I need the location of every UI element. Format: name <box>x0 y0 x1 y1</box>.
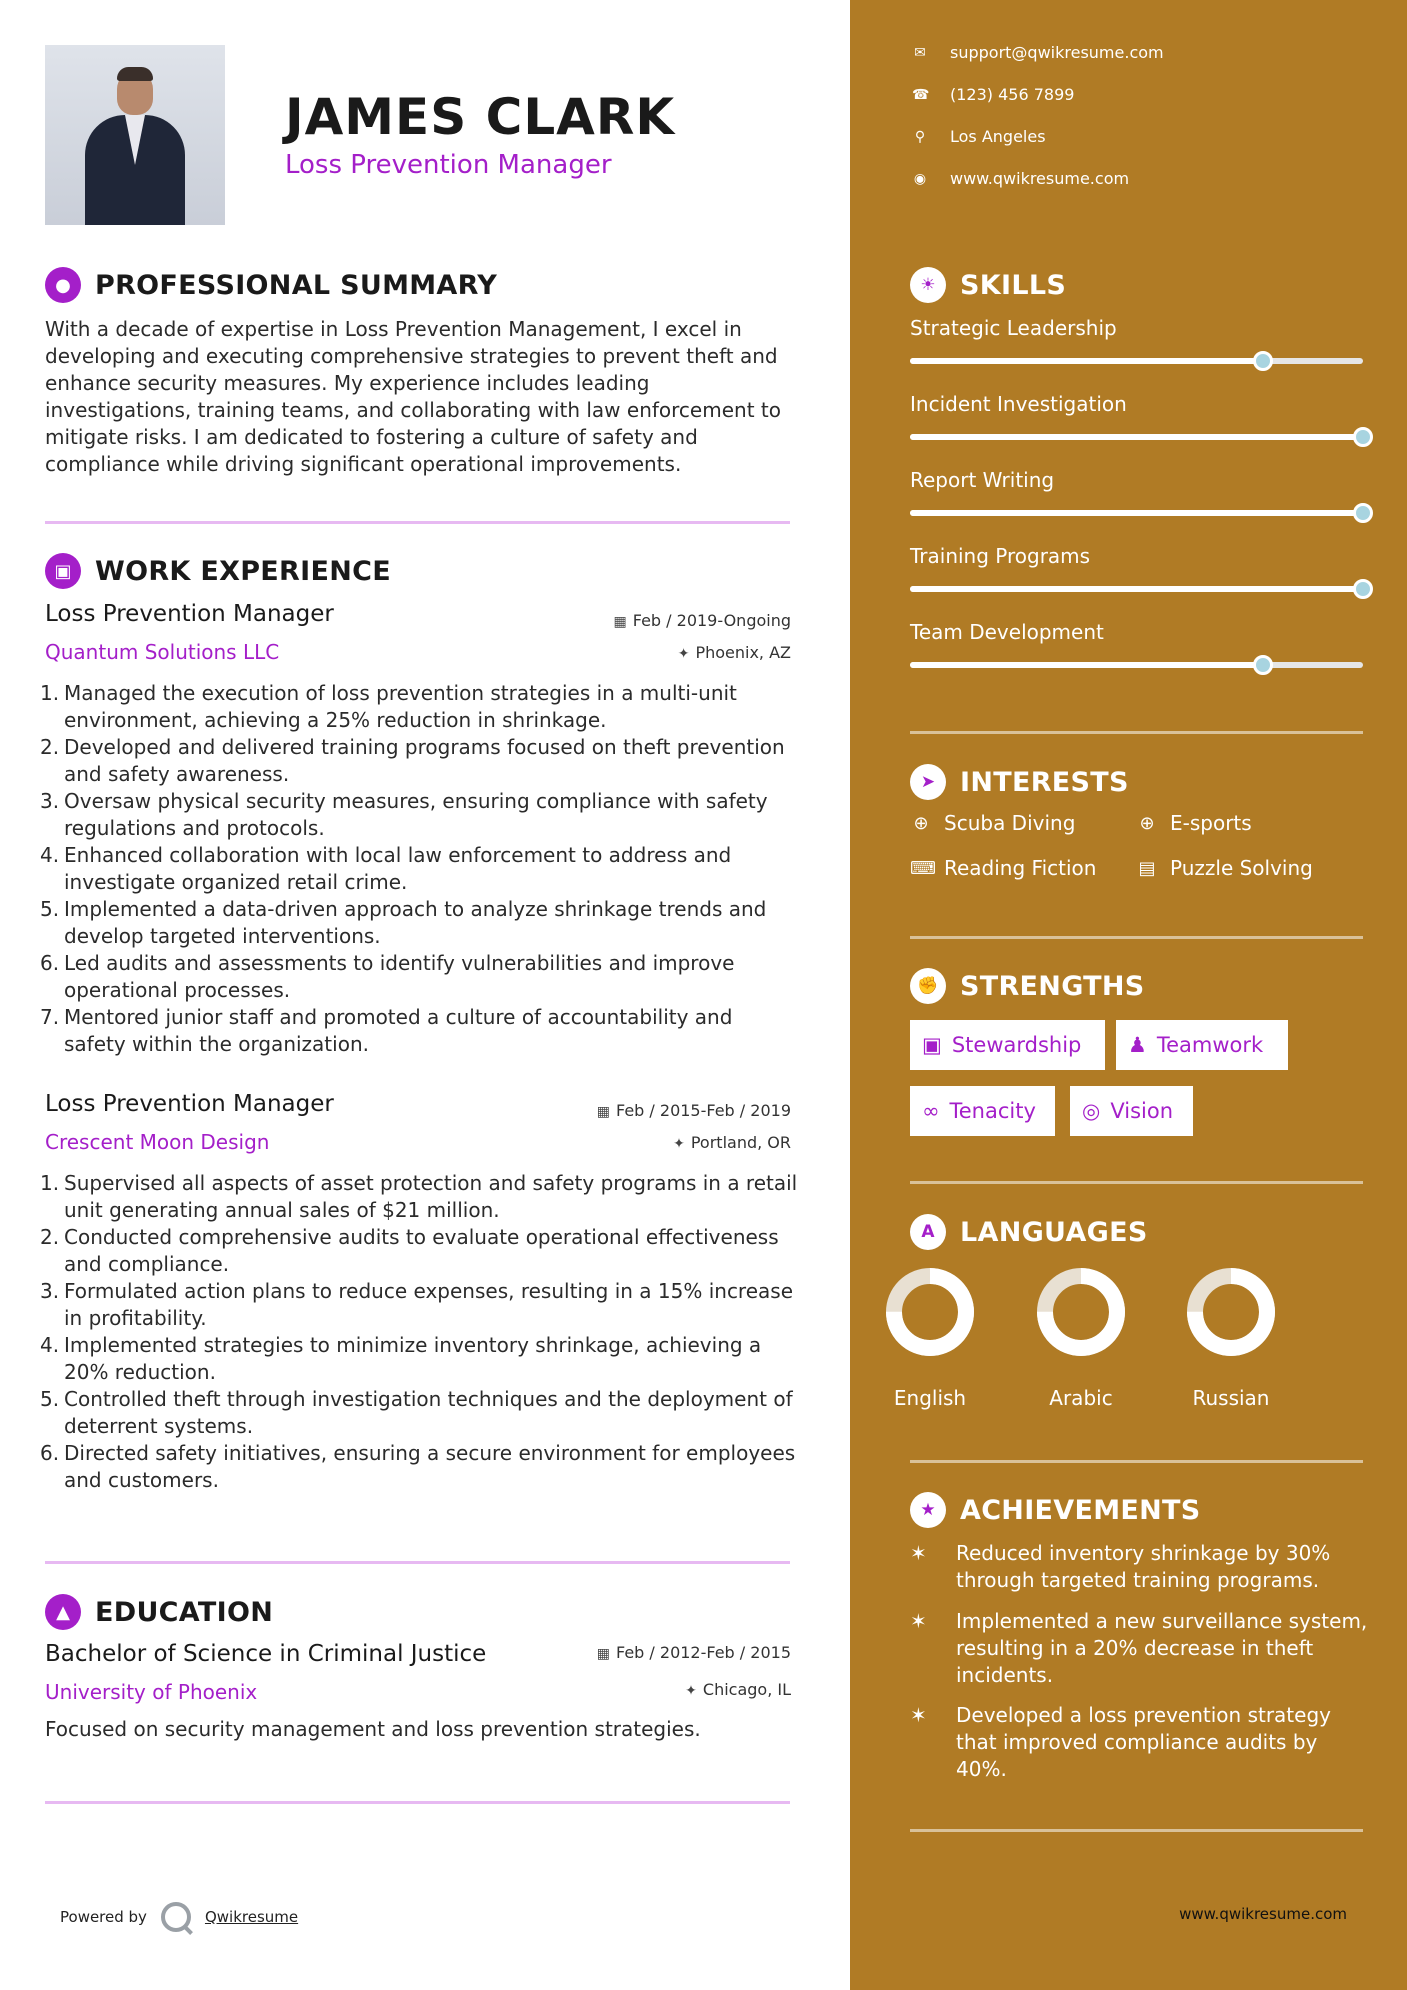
bullet-number: 4. <box>40 1333 60 1357</box>
skill-level-knob <box>1353 579 1373 599</box>
briefcase-icon: ▣ <box>922 1033 942 1057</box>
bullet-number: 3. <box>40 789 60 813</box>
skill-level-knob <box>1353 503 1373 523</box>
bullet-number: 6. <box>40 1441 60 1465</box>
powered-by-label: Powered by <box>60 1908 147 1926</box>
bullet-number: 5. <box>40 1387 60 1411</box>
interest-item <box>1136 811 1252 835</box>
strengths-title: STRENGTHS <box>960 970 1145 1002</box>
interests-title: INTERESTS <box>960 766 1129 798</box>
interest-label: Reading Fiction <box>944 856 1097 880</box>
contact-text[interactable]: www.qwikresume.com <box>950 169 1130 188</box>
bullet-text: Formulated action plans to reduce expenses, resulting in a 15% increase in profitability. <box>64 1279 794 1330</box>
divider <box>910 731 1363 734</box>
pin-icon: ✦ <box>673 1136 685 1152</box>
language-label: Arabic <box>1049 1386 1113 1410</box>
achievements-heading <box>910 1492 1201 1528</box>
user-icon: ● <box>45 267 81 303</box>
bullet-number: 2. <box>40 735 60 759</box>
interests-heading <box>910 764 1129 800</box>
language-item <box>870 1266 990 1410</box>
star-icon: ✶ <box>910 1541 927 1565</box>
lifebuoy-icon: ⊕ <box>913 812 929 834</box>
job-title: Loss Prevention Manager <box>45 1091 334 1117</box>
star-icon: ✶ <box>910 1703 927 1727</box>
skill-bar <box>910 662 1363 668</box>
skill-bar <box>910 510 1363 516</box>
skills-title: SKILLS <box>960 269 1067 301</box>
skill-bar-fill <box>910 662 1263 668</box>
list-item <box>40 1332 800 1386</box>
skill-level-knob <box>1253 655 1273 675</box>
strength-tag <box>1070 1086 1193 1136</box>
contact-item <box>912 127 1046 146</box>
strengths-heading <box>910 968 1145 1004</box>
envelope-icon: ✉ <box>914 44 926 61</box>
strength-label: Teamwork <box>1156 1033 1264 1057</box>
bullet-text: Mentored junior staff and promoted a culture of accountability and safety within the organization. <box>64 1005 733 1056</box>
achievement-text: Reduced inventory shrinkage by 30% through targeted training programs. <box>956 1541 1331 1592</box>
language-level-ring <box>1035 1266 1127 1358</box>
bullet-number: 5. <box>40 897 60 921</box>
list-item <box>40 1224 800 1278</box>
footer-website[interactable]: www.qwikresume.com <box>1179 1905 1347 1923</box>
skill-bar <box>910 434 1363 440</box>
job-location: ✦ Phoenix, AZ <box>677 643 791 662</box>
calendar-icon: ▦ <box>596 1104 610 1120</box>
bullet-text: Managed the execution of loss prevention strategies in a multi-unit environment, achieving a 25% reduction in shrinkage. <box>64 681 737 732</box>
contact-item <box>912 169 1129 188</box>
graduation-icon: ▲ <box>45 1594 81 1630</box>
list-item <box>40 1386 800 1440</box>
skill-bar-fill <box>910 358 1263 364</box>
job-dates: ▦ Feb / 2015-Feb / 2019 <box>596 1101 791 1120</box>
languages-heading <box>910 1214 1148 1250</box>
bullet-number: 7. <box>40 1005 60 1029</box>
globe-icon: ◉ <box>913 170 927 187</box>
strength-label: Tenacity <box>949 1099 1036 1123</box>
list-item <box>40 1004 800 1058</box>
skill-name: Training Programs <box>910 544 1091 568</box>
school: University of Phoenix <box>45 1680 258 1704</box>
divider <box>910 1181 1363 1184</box>
pin-icon: ✦ <box>677 646 690 662</box>
briefcase-icon: ▣ <box>45 553 81 589</box>
job-bullets <box>40 1170 800 1494</box>
achievement-text: Developed a loss prevention strategy that improved compliance audits by 40%. <box>956 1703 1331 1781</box>
summary-title: PROFESSIONAL SUMMARY <box>95 269 498 301</box>
map-pin-icon: ⚲ <box>914 128 926 145</box>
translate-icon: A <box>910 1214 946 1250</box>
experience-heading <box>45 553 391 589</box>
list-item <box>40 1440 800 1494</box>
list-item <box>40 896 800 950</box>
bullet-text: Developed and delivered training programs focused on theft prevention and safety awareness. <box>64 735 785 786</box>
bullet-number: 4. <box>40 843 60 867</box>
interest-item <box>910 811 1075 835</box>
bullet-number: 1. <box>40 1171 60 1195</box>
users-icon: ♟ <box>1128 1033 1147 1057</box>
skill-bar <box>910 586 1363 592</box>
experience-title: WORK EXPERIENCE <box>95 555 391 587</box>
interest-label: Puzzle Solving <box>1170 856 1313 880</box>
contact-item <box>912 43 1164 62</box>
skill-level-knob <box>1353 427 1373 447</box>
divider <box>910 1829 1363 1832</box>
language-label: Russian <box>1192 1386 1270 1410</box>
bullet-text: Controlled theft through investigation techniques and the deployment of deterrent systems. <box>64 1387 793 1438</box>
education-location: ✦ Chicago, IL <box>685 1680 791 1699</box>
summary-heading <box>45 267 497 303</box>
star-icon: ✶ <box>910 1609 927 1633</box>
job-company: Quantum Solutions LLC <box>45 640 280 664</box>
binoculars-icon: ◎ <box>1082 1099 1101 1123</box>
bullet-text: Directed safety initiatives, ensuring a secure environment for employees and customers. <box>64 1441 796 1492</box>
job-title: Loss Prevention Manager <box>45 601 334 627</box>
bullet-text: Implemented strategies to minimize inventory shrinkage, achieving a 20% reduction. <box>64 1333 762 1384</box>
job-location: ✦ Portland, OR <box>673 1133 791 1152</box>
interest-item <box>1136 856 1313 880</box>
skill-bar-fill <box>910 434 1363 440</box>
skills-heading <box>910 267 1066 303</box>
language-level-ring <box>1185 1266 1277 1358</box>
candidate-name: JAMES CLARK <box>285 88 676 146</box>
divider <box>910 936 1363 939</box>
skill-name: Incident Investigation <box>910 392 1127 416</box>
bullet-number: 2. <box>40 1225 60 1249</box>
strength-label: Stewardship <box>951 1033 1082 1057</box>
degree: Bachelor of Science in Criminal Justice <box>45 1641 487 1667</box>
contact-text[interactable]: support@qwikresume.com <box>950 43 1164 62</box>
paper-plane-icon: ➤ <box>910 764 946 800</box>
language-item <box>1171 1266 1291 1410</box>
phone-icon: ☎ <box>912 86 930 103</box>
list-item <box>40 1170 800 1224</box>
skill-bar-fill <box>910 586 1363 592</box>
job-bullets <box>40 680 800 1058</box>
lightbulb-icon: ☀ <box>910 267 946 303</box>
bullet-text: Conducted comprehensive audits to evaluate operational effectiveness and compliance. <box>64 1225 779 1276</box>
profile-photo <box>45 45 225 225</box>
skill-name: Report Writing <box>910 468 1055 492</box>
divider <box>45 1801 790 1804</box>
job-company: Crescent Moon Design <box>45 1130 270 1154</box>
fist-icon: ✊ <box>910 968 946 1004</box>
list-item <box>40 680 800 734</box>
language-item <box>1021 1266 1141 1410</box>
list-item <box>40 950 800 1004</box>
achievement-item <box>910 1540 1370 1594</box>
achievement-text: Implemented a new surveillance system, resulting in a 20% decrease in theft incidents. <box>956 1609 1368 1687</box>
skill-name: Team Development <box>910 620 1104 644</box>
list-item <box>40 1278 800 1332</box>
interest-label: E-sports <box>1170 811 1252 835</box>
education-title: EDUCATION <box>95 1596 274 1628</box>
bullet-text: Enhanced collaboration with local law enforcement to address and investigate organized retail crime. <box>64 843 732 894</box>
education-description: Focused on security management and loss prevention strategies. <box>45 1717 701 1741</box>
achievement-item <box>910 1702 1370 1783</box>
link-icon: ∞ <box>922 1099 940 1123</box>
pin-icon: ✦ <box>685 1683 697 1699</box>
book-icon: ▤ <box>1138 857 1156 879</box>
brand-link[interactable]: Qwikresume <box>204 1908 299 1926</box>
bullet-number: 6. <box>40 951 60 975</box>
education-dates: ▦ Feb / 2012-Feb / 2015 <box>596 1643 791 1662</box>
bullet-text: Implemented a data-driven approach to analyze shrinkage trends and develop targeted interventions. <box>64 897 767 948</box>
calendar-icon: ▦ <box>613 614 627 630</box>
strength-label: Vision <box>1110 1099 1173 1123</box>
skill-bar-fill <box>910 510 1363 516</box>
summary-text: With a decade of expertise in Loss Prevention Management, I excel in developing and executing comprehensive strategies to prevent theft and enhance security measures. My experience includes leading investigations, training teams, and collaborating with law enforcement to mitigate risks. I am dedicated to fostering a culture of safety and compliance while driving significant operational improvements. <box>45 317 781 476</box>
achievements-title: ACHIEVEMENTS <box>960 1494 1201 1526</box>
skill-name: Strategic Leadership <box>910 316 1117 340</box>
divider <box>45 1561 790 1564</box>
strength-tag <box>1116 1020 1288 1070</box>
bullet-number: 3. <box>40 1279 60 1303</box>
qwikresume-logo-icon <box>161 1902 191 1932</box>
divider <box>45 521 790 524</box>
interest-item <box>910 856 1096 880</box>
languages-title: LANGUAGES <box>960 1216 1148 1248</box>
sidebar <box>850 0 1407 1990</box>
skill-bar <box>910 358 1363 364</box>
job-dates: ▦ Feb / 2019-Ongoing <box>613 611 791 630</box>
achievement-item <box>910 1608 1370 1689</box>
list-item <box>40 842 800 896</box>
list-item <box>40 788 800 842</box>
language-level-ring <box>884 1266 976 1358</box>
star-badge-icon: ★ <box>910 1492 946 1528</box>
language-label: English <box>893 1386 967 1410</box>
contact-text: Los Angeles <box>950 127 1046 146</box>
bullet-text: Led audits and assessments to identify vulnerabilities and improve operational processes. <box>64 951 735 1002</box>
education-heading <box>45 1594 273 1630</box>
interest-label: Scuba Diving <box>944 811 1076 835</box>
candidate-title: Loss Prevention Manager <box>285 150 612 180</box>
skill-level-knob <box>1253 351 1273 371</box>
bullet-number: 1. <box>40 681 60 705</box>
lifebuoy-icon: ⊕ <box>1139 812 1155 834</box>
bullet-text: Oversaw physical security measures, ensuring compliance with safety regulations and protocols. <box>64 789 768 840</box>
contact-item <box>912 85 1074 104</box>
calendar-icon: ▦ <box>596 1646 610 1662</box>
divider <box>910 1460 1363 1463</box>
strength-tag <box>910 1086 1055 1136</box>
list-item <box>40 734 800 788</box>
gamepad-icon: ⌨ <box>910 857 936 879</box>
powered-by <box>60 1902 298 1932</box>
bullet-text: Supervised all aspects of asset protection and safety programs in a retail unit generating annual sales of $21 million. <box>64 1171 798 1222</box>
strength-tag <box>910 1020 1105 1070</box>
contact-text: (123) 456 7899 <box>950 85 1075 104</box>
